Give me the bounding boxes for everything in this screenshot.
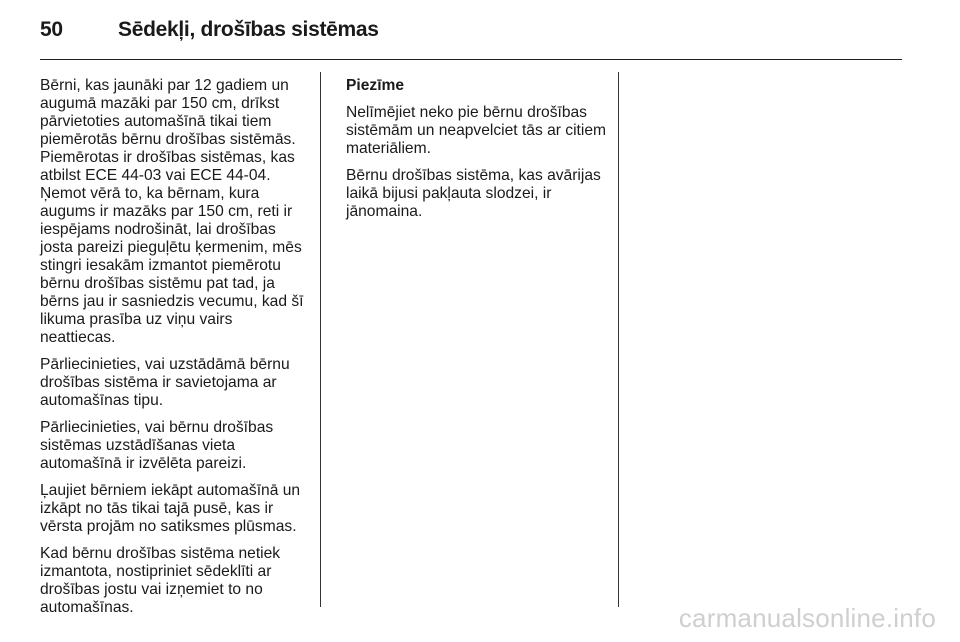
paragraph-entry-side: Ļaujiet bērniem iekāpt automašīnā un izkāpt no tās tikai tajā pusē, kas ir vērsta projām no satiksmes plūsmas. [40, 482, 301, 535]
paragraph-child-seat-requirements: Bērni, kas jaunāki par 12 gadiem un augumā mazāki par 150 cm, drīkst pārvietoties automašīnā tikai tiem piemērotās bērnu drošības sistēmās. Piemērotas ir drošības sistēmas, kas atbilst ECE 44-03 vai ECE 44-04. Ņemot vērā to, ka bērnam, kura augums ir mazāks par 150 cm, reti ir iespējams nodrošināt, lai drošības josta pareizi pieguļētu ķermenim, mēs stingri iesakām izmantot piemērotu bērnu drošības sistēmu pat tad, ja bērns jau ir sasniedzis vecumu, kad šī likuma prasība uz viņu vairs neattiecas. [40, 77, 304, 346]
paragraph-compatibility: Pārliecinieties, vai uzstādāmā bērnu drošības sistēma ir savietojama ar automašīnas tipu. [40, 356, 290, 409]
watermark: carmanualsonline.info [678, 603, 936, 633]
note-text: Nelīmējiet neko pie bērnu drošības sistēmām un neapvelciet tās ar citiem materiāliem. [346, 104, 606, 157]
header-rule [40, 59, 902, 60]
note-title: Piezīme [346, 77, 405, 94]
section-title: Sēdekļi, drošības sistēmas [118, 18, 379, 41]
column-divider [320, 72, 321, 607]
note-box [346, 77, 614, 158]
right-column [346, 77, 614, 230]
page-header [40, 18, 902, 42]
paragraph-when-not-used: Kad bērnu drošības sistēma netiek izmantota, nostipriniet sēdeklīti ar drošības jostu vai izņemiet to no automašīnas. [40, 545, 281, 616]
page-number: 50 [40, 18, 63, 41]
paragraph-replace-after-crash: Bērnu drošības sistēma, kas avārijas laikā bijusi pakļauta slodzei, ir jānomaina. [346, 167, 601, 220]
column-divider [618, 72, 619, 607]
paragraph-installation-location: Pārliecinieties, vai bērnu drošības sistēmas uzstādīšanas vieta automašīnā ir izvēlēta pareizi. [40, 419, 274, 472]
left-column [40, 77, 308, 626]
